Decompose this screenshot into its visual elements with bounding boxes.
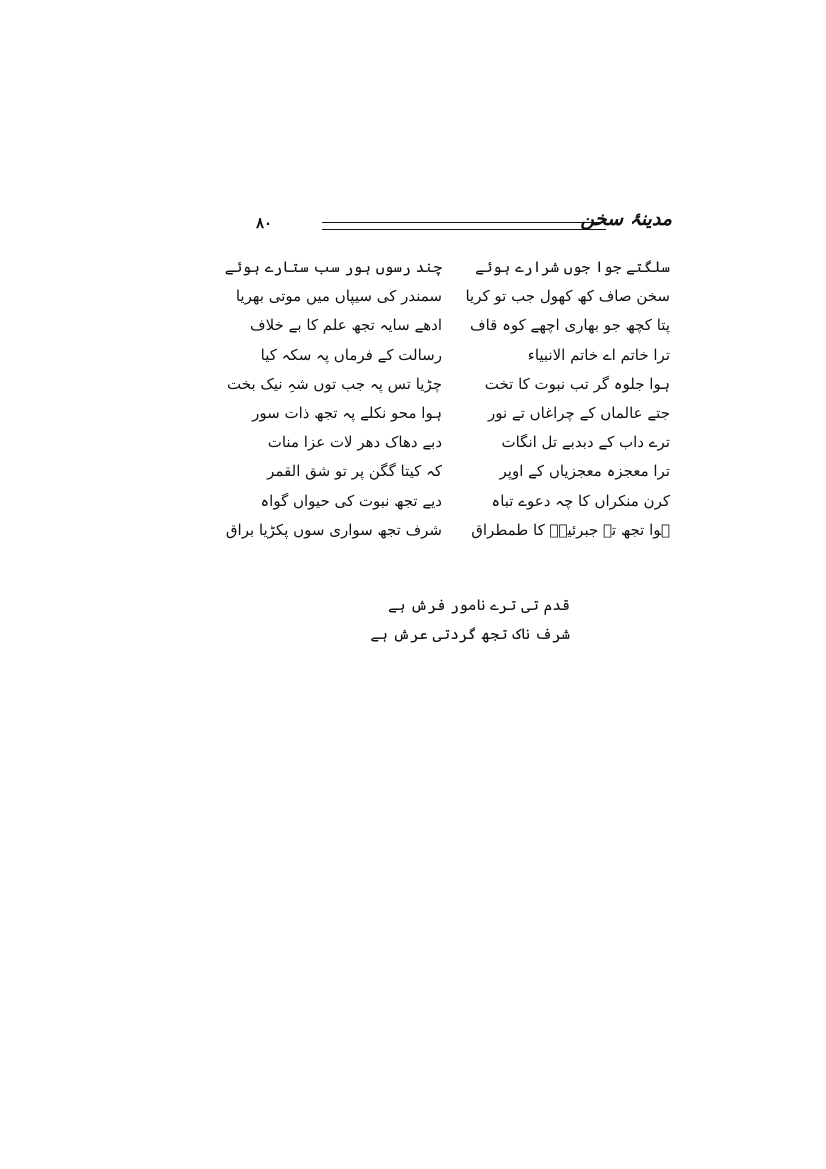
misra-first: ترا خاتم اے خاتم الانبیاء — [527, 345, 670, 364]
misra-second: ادھے سایہ تجھ علم کا بے خلاف — [250, 316, 442, 335]
header-rule-top — [322, 222, 606, 223]
misra-first: ترے داب کے دبدبے تل انگات — [501, 433, 670, 452]
closing-line: قدم تی ترے نامور فرش ہے — [387, 596, 570, 614]
misra-second: چڑیا تس پہ جب توں شہِ نیک بخت — [227, 374, 442, 393]
page-header — [252, 208, 684, 238]
closing-line: شرف ناک تجھ گردتی عرش ہے — [370, 625, 570, 643]
misra-second: دیے تجھ نبوت کی حیواں گواہ — [260, 491, 442, 510]
couplet — [250, 431, 670, 460]
misra-second: چند رسوں ہور سب ستارے ہوئے — [224, 258, 442, 276]
poem-body — [224, 256, 670, 548]
misra-first: سلگتے جوا جوں شرارے ہوئے — [475, 258, 670, 276]
misra-second: شرف تجھ سواری سوں پکڑیا براق — [225, 520, 442, 539]
couplet — [227, 373, 670, 402]
page-number: ۸۰ — [256, 214, 273, 232]
couplet — [250, 314, 670, 343]
couplet — [224, 256, 670, 285]
couplet — [250, 344, 670, 373]
misra-first: ہوا تجھ تے جبرئیلؑ کا طمطراق — [471, 520, 670, 539]
misra-second: سمندر کی سیپاں میں موتی بھریا — [235, 287, 442, 306]
misra-second: رسالت کے فرماں پہ سکہ کیا — [260, 345, 442, 364]
couplet — [250, 460, 670, 489]
misra-first: ترا معجزہ معجزیاں کے اوپر — [499, 462, 670, 481]
misra-first: ہوا جلوہ گر تب نبوت کا تخت — [484, 374, 670, 393]
misra-first: جتے عالماں کے چراغاں تے نور — [488, 403, 670, 422]
misra-first: پتا کچھ جو بھاری اچھے کوہ قاف — [470, 316, 670, 335]
closing-couplet — [340, 594, 570, 652]
header-rule-bottom — [322, 229, 606, 230]
misra-first: کرن منکراں کا چہ دعوے تباہ — [491, 491, 670, 510]
misra-second: دبے دھاک دھر لات عزا منات — [267, 433, 442, 452]
misra-second: کہ کیتا گگن پر تو شق القمر — [267, 462, 442, 481]
couplet — [235, 285, 670, 314]
couplet — [250, 490, 670, 519]
running-title: مدینۂ سخن — [580, 208, 672, 230]
misra-second: ہوا محو نکلے پہ تجھ ذات سور — [252, 403, 442, 422]
couplet — [250, 402, 670, 431]
couplet — [225, 519, 670, 548]
misra-first: سخن صاف کھ کھول جب تو کریا — [465, 287, 670, 306]
